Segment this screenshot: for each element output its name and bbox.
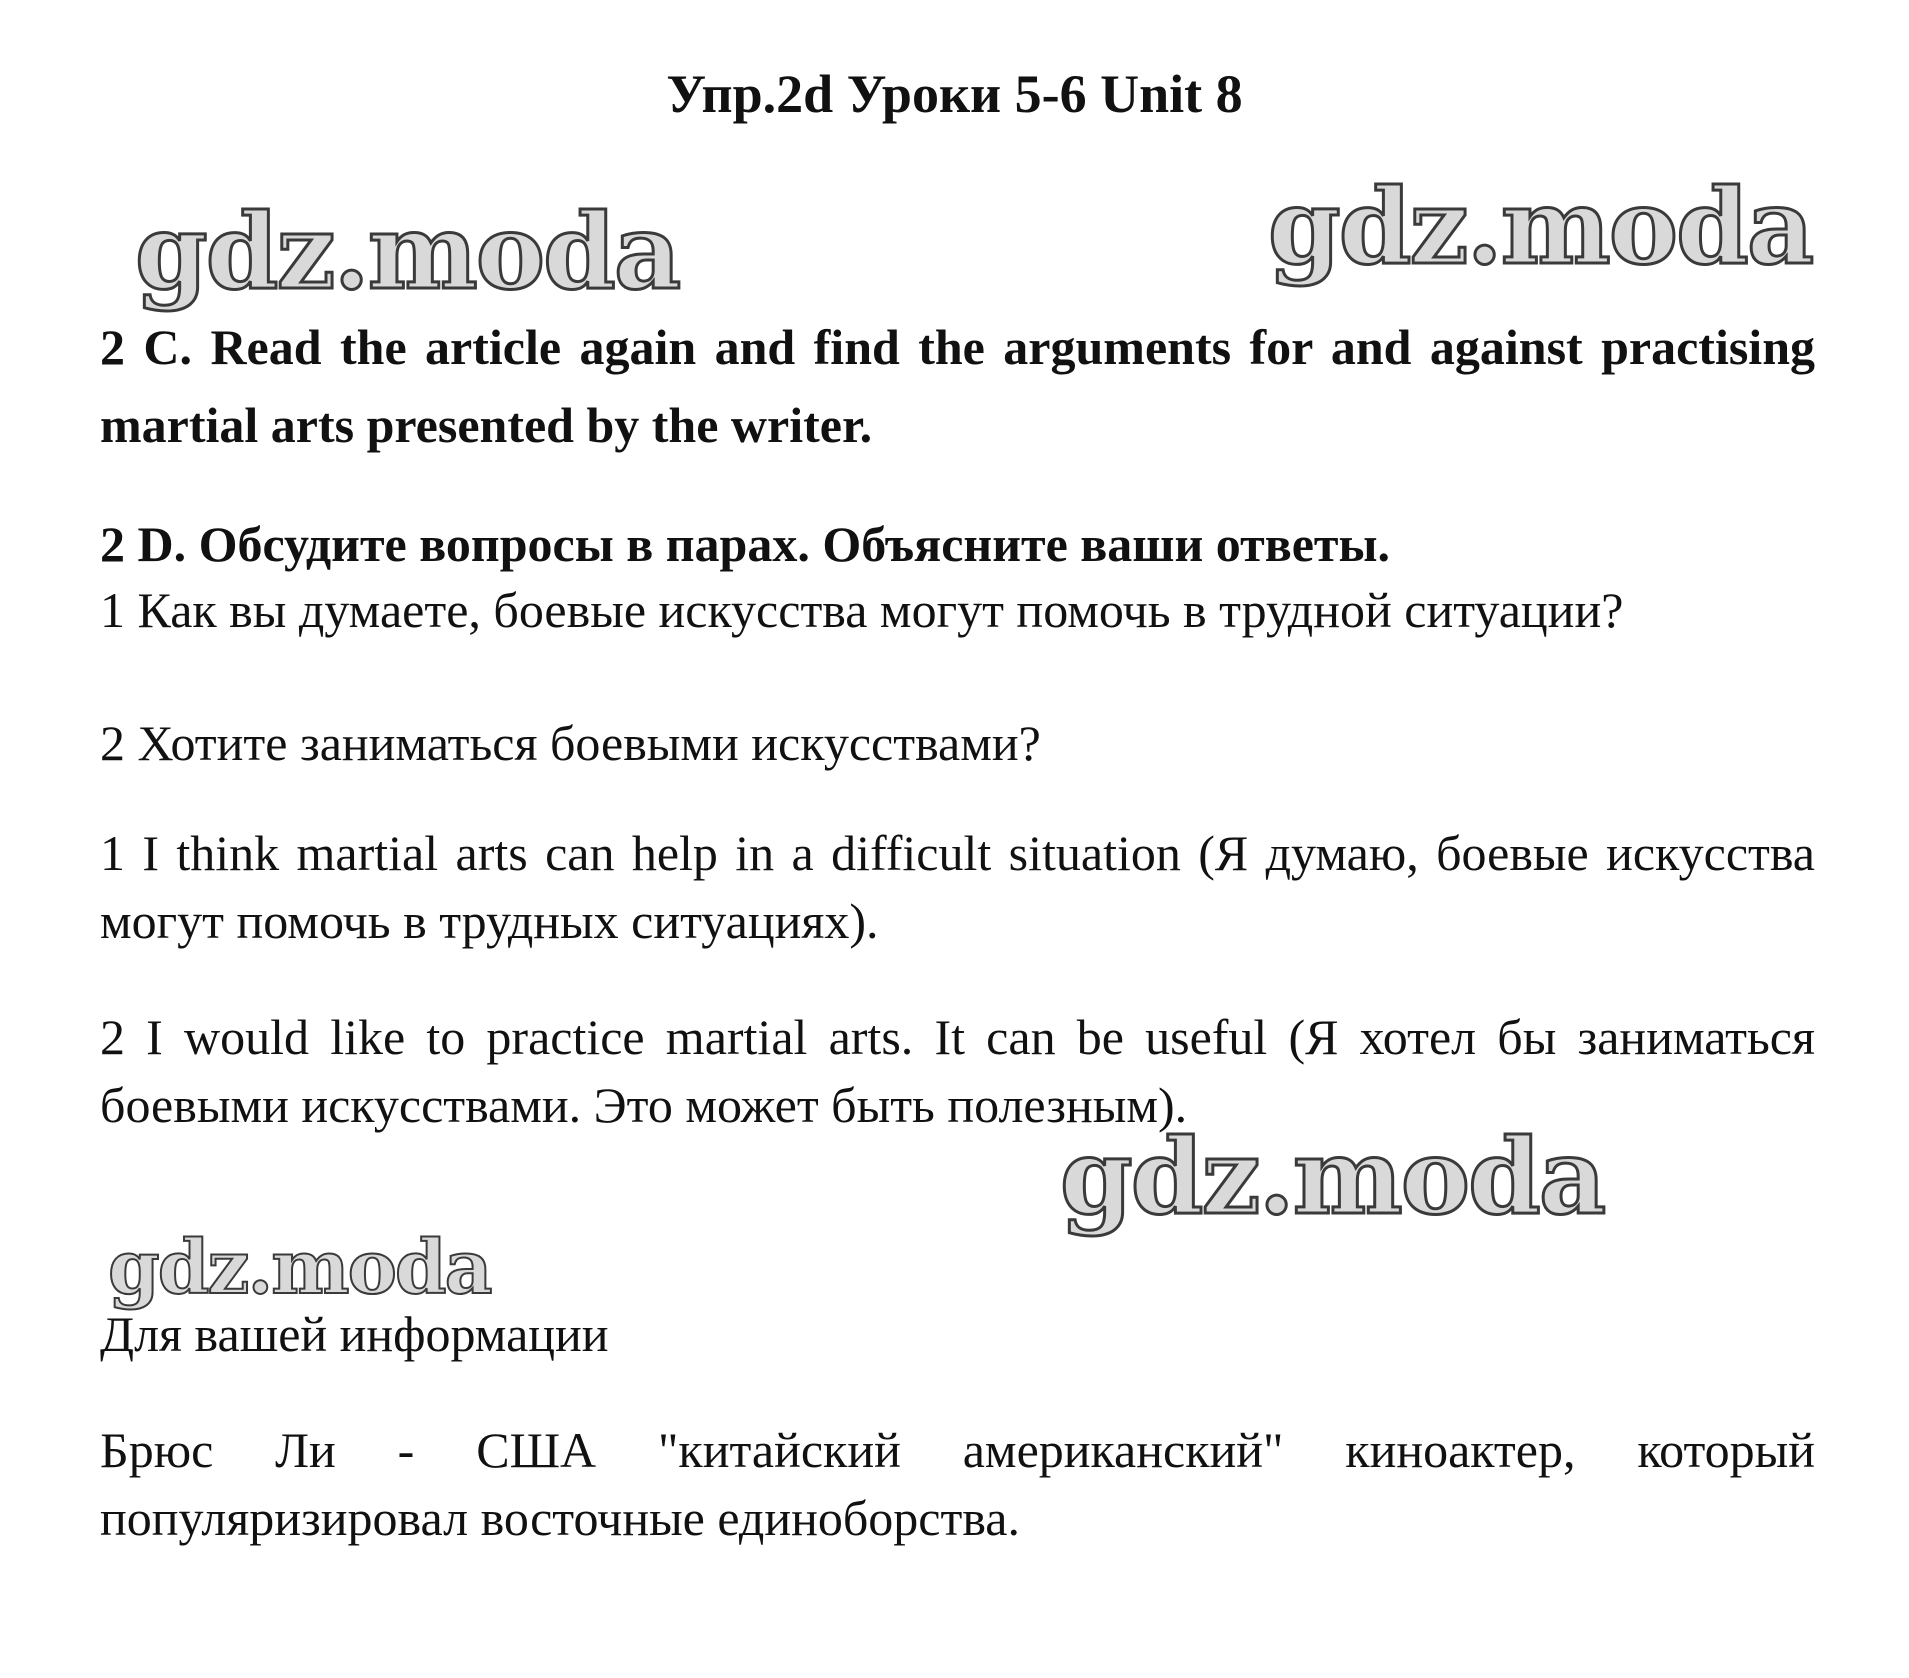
info-heading: Для вашей информации [100,1306,609,1362]
watermark-logo: gdz.moda [1060,1115,1605,1238]
exercise-2d-heading: 2 D. Обсудите вопросы в парах. Объясните ваши ответы. [100,516,1390,572]
watermark-logo: gdz.moda [108,1225,491,1311]
answer-2: 2 I would like to practice martial arts. It can be useful (Я хотел бы заниматься боевыми искусствами. Это может быть полезным). [100,1009,1815,1133]
exercise-2c-instruction: 2 C. Read the article again and find the arguments for and against practising martial arts presented by the writer. [100,319,1815,453]
info-text: Брюс Ли - США "китайский американский" киноактер, который популяризировал восточные единоборства. [100,1422,1815,1546]
question-2: 2 Хотите заниматься боевыми искусствами? [100,715,1041,771]
question-1: 1 Как вы думаете, боевые искусства могут помочь в трудной ситуации? [100,582,1624,638]
watermark-logo: gdz.moda [135,190,680,313]
watermark-logo: gdz.moda [1268,165,1813,288]
answer-1: 1 I think martial arts can help in a difficult situation (Я думаю, боевые искусства могут помочь в трудных ситуациях). [100,825,1815,949]
page-title: Упр.2d Уроки 5-6 Unit 8 [666,64,1243,124]
